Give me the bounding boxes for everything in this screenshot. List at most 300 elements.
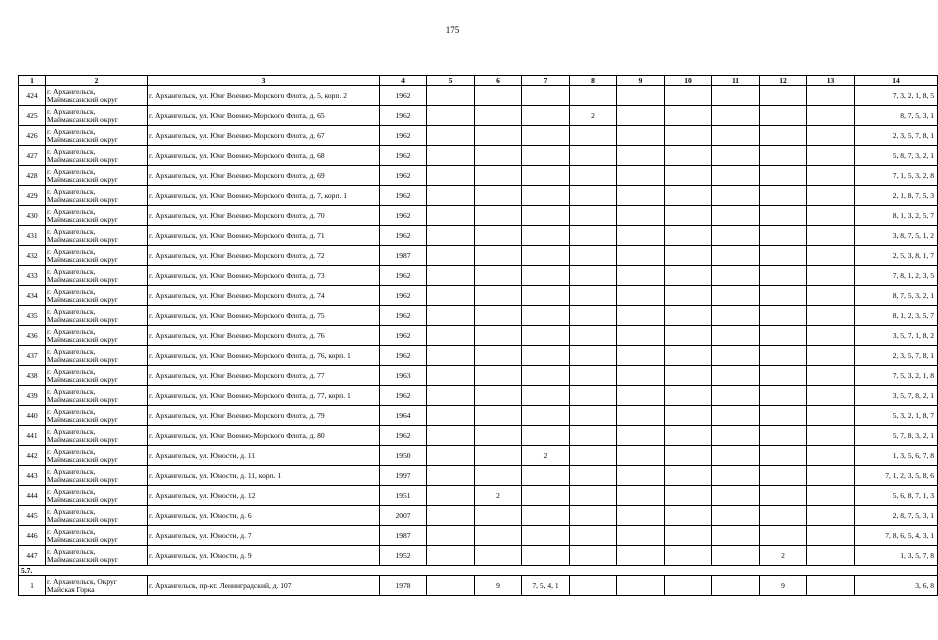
table-cell: 443 <box>19 466 46 486</box>
table-cell: г. Архангельск, ул. Юнг Военно-Морского Флота, д. 65 <box>148 106 380 126</box>
table-cell: 434 <box>19 286 46 306</box>
table-cell <box>665 326 712 346</box>
table-row <box>19 546 938 566</box>
header-row <box>19 76 938 86</box>
table-cell <box>712 146 760 166</box>
table-cell <box>760 126 807 146</box>
table-cell: 7, 1, 2, 3, 5, 8, 6 <box>855 466 938 486</box>
table-cell: 1 <box>19 576 46 596</box>
table-cell <box>617 576 665 596</box>
table-cell <box>665 86 712 106</box>
table-cell: г. Архангельск, Маймаксанский округ <box>46 486 148 506</box>
table-cell: 424 <box>19 86 46 106</box>
column-header: 5 <box>427 76 475 86</box>
table-cell <box>475 306 522 326</box>
section-heading: 5.7. <box>19 566 938 576</box>
table-cell: 9 <box>760 576 807 596</box>
table-cell: 5, 7, 8, 3, 2, 1 <box>855 426 938 446</box>
table-cell: г. Архангельск, Маймаксанский округ <box>46 466 148 486</box>
table-cell: г. Архангельск, Маймаксанский округ <box>46 326 148 346</box>
table-cell: 3, 5, 7, 8, 2, 1 <box>855 386 938 406</box>
table-cell <box>665 446 712 466</box>
table-row <box>19 486 938 506</box>
table-cell: 7, 5, 4, 1 <box>522 576 570 596</box>
table-cell: 1987 <box>380 526 427 546</box>
table-cell <box>760 166 807 186</box>
table-cell <box>760 106 807 126</box>
table-cell: 3, 5, 7, 1, 8, 2 <box>855 326 938 346</box>
table-cell <box>475 406 522 426</box>
table-cell <box>712 246 760 266</box>
table-cell <box>760 206 807 226</box>
table-cell <box>617 486 665 506</box>
table-cell <box>427 146 475 166</box>
column-header: 9 <box>617 76 665 86</box>
table-cell: г. Архангельск, Маймаксанский округ <box>46 226 148 246</box>
table-body <box>19 76 938 596</box>
table-cell: 427 <box>19 146 46 166</box>
column-header: 4 <box>380 76 427 86</box>
table-cell <box>427 166 475 186</box>
table-cell: 438 <box>19 366 46 386</box>
table-cell <box>665 366 712 386</box>
table-cell <box>807 576 855 596</box>
table-cell <box>760 246 807 266</box>
table-cell <box>570 386 617 406</box>
table-cell: 1962 <box>380 306 427 326</box>
table-cell: 7, 3, 2, 1, 8, 5 <box>855 86 938 106</box>
table-cell <box>665 126 712 146</box>
table-cell <box>712 546 760 566</box>
table-cell <box>427 446 475 466</box>
table-cell: г. Архангельск, Округ Майская Горка <box>46 576 148 596</box>
table-cell: 1962 <box>380 186 427 206</box>
table-cell <box>665 246 712 266</box>
table-cell <box>760 446 807 466</box>
table-cell <box>570 246 617 266</box>
table-cell <box>617 426 665 446</box>
table-row <box>19 326 938 346</box>
table-cell <box>570 546 617 566</box>
table-cell <box>665 286 712 306</box>
table-cell <box>665 486 712 506</box>
table-cell <box>617 246 665 266</box>
table-cell <box>807 246 855 266</box>
table-cell <box>807 366 855 386</box>
table-cell <box>807 426 855 446</box>
table-cell <box>522 186 570 206</box>
table-cell <box>475 146 522 166</box>
table-cell <box>475 326 522 346</box>
table-cell: г. Архангельск, ул. Юнг Военно-Морского Флота, д. 76 <box>148 326 380 346</box>
table-row <box>19 446 938 466</box>
table-cell <box>712 366 760 386</box>
table-cell <box>665 106 712 126</box>
table-cell <box>570 306 617 326</box>
column-header: 7 <box>522 76 570 86</box>
table-cell <box>475 526 522 546</box>
table-row <box>19 86 938 106</box>
table-cell <box>522 466 570 486</box>
table-cell <box>427 346 475 366</box>
table-cell: г. Архангельск, Маймаксанский округ <box>46 266 148 286</box>
table-row <box>19 226 938 246</box>
table-cell <box>427 366 475 386</box>
table-cell: г. Архангельск, Маймаксанский округ <box>46 386 148 406</box>
table-cell <box>712 266 760 286</box>
table-cell <box>617 146 665 166</box>
table-cell: 7, 1, 5, 3, 2, 8 <box>855 166 938 186</box>
table-cell <box>427 226 475 246</box>
table-cell: г. Архангельск, Маймаксанский округ <box>46 286 148 306</box>
table-cell <box>807 126 855 146</box>
table-cell: 440 <box>19 406 46 426</box>
table-cell <box>807 146 855 166</box>
table-cell <box>665 266 712 286</box>
table-cell <box>570 486 617 506</box>
table-cell <box>427 86 475 106</box>
table-cell <box>665 506 712 526</box>
table-cell <box>570 226 617 246</box>
table-cell: г. Архангельск, ул. Юнг Военно-Морского Флота, д. 79 <box>148 406 380 426</box>
table-cell: 1962 <box>380 266 427 286</box>
table-cell <box>522 326 570 346</box>
table-cell <box>475 286 522 306</box>
table-cell <box>570 526 617 546</box>
table-cell <box>665 306 712 326</box>
table-cell: г. Архангельск, Маймаксанский округ <box>46 366 148 386</box>
table-cell <box>617 406 665 426</box>
table-cell <box>522 86 570 106</box>
table-cell <box>712 406 760 426</box>
table-cell: 8, 1, 2, 3, 5, 7 <box>855 306 938 326</box>
table-cell <box>807 106 855 126</box>
table-cell <box>760 466 807 486</box>
table-cell <box>427 106 475 126</box>
table-cell <box>475 266 522 286</box>
table-cell: г. Архангельск, ул. Юности, д. 7 <box>148 526 380 546</box>
table-cell <box>807 86 855 106</box>
table-cell <box>427 386 475 406</box>
table-cell: 2 <box>570 106 617 126</box>
table-cell: 432 <box>19 246 46 266</box>
table-cell: 3, 8, 7, 5, 1, 2 <box>855 226 938 246</box>
table-cell: г. Архангельск, ул. Юности, д. 11 <box>148 446 380 466</box>
table-cell <box>712 466 760 486</box>
table-cell <box>712 286 760 306</box>
table-cell <box>427 486 475 506</box>
table-cell <box>665 426 712 446</box>
table-cell: 447 <box>19 546 46 566</box>
table-cell <box>712 506 760 526</box>
table-cell <box>665 146 712 166</box>
table-cell <box>807 486 855 506</box>
table-cell: 429 <box>19 186 46 206</box>
table-cell <box>522 166 570 186</box>
table-row <box>19 366 938 386</box>
table-cell: г. Архангельск, ул. Юнг Военно-Морского Флота, д. 5, корп. 2 <box>148 86 380 106</box>
table-cell: 3, 6, 8 <box>855 576 938 596</box>
table-cell <box>570 266 617 286</box>
table-cell <box>760 486 807 506</box>
table-cell <box>427 186 475 206</box>
table-cell <box>712 346 760 366</box>
table-cell <box>665 206 712 226</box>
table-cell <box>760 266 807 286</box>
table-cell <box>475 206 522 226</box>
table-cell <box>760 226 807 246</box>
table-cell <box>570 426 617 446</box>
table-cell: 1987 <box>380 246 427 266</box>
table-cell <box>570 166 617 186</box>
table-cell <box>522 406 570 426</box>
table-row <box>19 166 938 186</box>
table-row <box>19 246 938 266</box>
table-cell: 1978 <box>380 576 427 596</box>
table-cell <box>712 526 760 546</box>
table-cell: 5, 6, 8, 7, 1, 3 <box>855 486 938 506</box>
table-cell: 1962 <box>380 86 427 106</box>
table-cell <box>522 206 570 226</box>
table-cell: 1962 <box>380 226 427 246</box>
table-cell: г. Архангельск, ул. Юности, д. 6 <box>148 506 380 526</box>
table-cell: г. Архангельск, Маймаксанский округ <box>46 126 148 146</box>
data-table <box>18 75 938 596</box>
table-cell <box>760 326 807 346</box>
table-cell <box>712 86 760 106</box>
table-cell <box>522 526 570 546</box>
table-cell <box>475 246 522 266</box>
table-cell <box>760 426 807 446</box>
table-cell: 2 <box>475 486 522 506</box>
table-cell: 1997 <box>380 466 427 486</box>
table-cell <box>570 366 617 386</box>
table-cell: 436 <box>19 326 46 346</box>
table-cell: 2007 <box>380 506 427 526</box>
table-cell <box>475 546 522 566</box>
table-cell: 426 <box>19 126 46 146</box>
table-cell <box>522 426 570 446</box>
table-cell <box>760 146 807 166</box>
table-cell <box>665 226 712 246</box>
table-cell <box>760 386 807 406</box>
table-cell: 9 <box>475 576 522 596</box>
table-cell: 430 <box>19 206 46 226</box>
table-cell <box>475 426 522 446</box>
table-cell <box>475 186 522 206</box>
table-cell <box>522 266 570 286</box>
table-cell <box>475 226 522 246</box>
table-row <box>19 526 938 546</box>
table-cell <box>570 326 617 346</box>
table-cell: 1962 <box>380 206 427 226</box>
table-cell <box>807 186 855 206</box>
table-cell <box>712 326 760 346</box>
table-cell <box>807 306 855 326</box>
table-cell: 1962 <box>380 126 427 146</box>
table-cell <box>760 306 807 326</box>
table-cell: 445 <box>19 506 46 526</box>
table-cell <box>427 306 475 326</box>
table-cell <box>617 466 665 486</box>
table-cell: г. Архангельск, ул. Юнг Военно-Морского Флота, д. 72 <box>148 246 380 266</box>
table-cell <box>712 386 760 406</box>
table-cell: 2, 8, 7, 5, 3, 1 <box>855 506 938 526</box>
table-cell <box>427 246 475 266</box>
table-cell <box>427 206 475 226</box>
table-cell <box>427 426 475 446</box>
table-cell <box>617 506 665 526</box>
table-cell <box>570 146 617 166</box>
table-cell: 2, 3, 5, 7, 8, 1 <box>855 126 938 146</box>
table-cell <box>475 86 522 106</box>
table-cell <box>617 206 665 226</box>
table-cell <box>475 366 522 386</box>
table-cell <box>617 226 665 246</box>
table-cell: 1963 <box>380 366 427 386</box>
table-cell <box>617 326 665 346</box>
table-cell: 425 <box>19 106 46 126</box>
table-cell <box>522 146 570 166</box>
table-cell: 1, 3, 5, 6, 7, 8 <box>855 446 938 466</box>
table-cell <box>427 406 475 426</box>
table-cell: г. Архангельск, ул. Юнг Военно-Морского Флота, д. 7, корп. 1 <box>148 186 380 206</box>
table-cell <box>475 166 522 186</box>
table-cell <box>665 576 712 596</box>
column-header: 13 <box>807 76 855 86</box>
table-cell <box>807 226 855 246</box>
table-cell: г. Архангельск, ул. Юнг Военно-Морского Флота, д. 68 <box>148 146 380 166</box>
table-cell <box>570 506 617 526</box>
column-header: 10 <box>665 76 712 86</box>
table-cell <box>807 386 855 406</box>
table-cell <box>712 486 760 506</box>
table-cell: 2, 3, 5, 7, 8, 1 <box>855 346 938 366</box>
table-cell <box>475 106 522 126</box>
table-cell <box>522 246 570 266</box>
table-cell: г. Архангельск, Маймаксанский округ <box>46 306 148 326</box>
table-cell <box>712 126 760 146</box>
table-row <box>19 346 938 366</box>
table-cell <box>807 526 855 546</box>
table-cell: г. Архангельск, Маймаксанский округ <box>46 86 148 106</box>
table-cell: г. Архангельск, Маймаксанский округ <box>46 406 148 426</box>
table-row <box>19 286 938 306</box>
table-cell <box>807 266 855 286</box>
table-cell <box>522 126 570 146</box>
table-cell: 437 <box>19 346 46 366</box>
table-cell <box>760 86 807 106</box>
table-row <box>19 206 938 226</box>
table-cell: г. Архангельск, Маймаксанский округ <box>46 526 148 546</box>
table-row <box>19 506 938 526</box>
table-cell <box>475 506 522 526</box>
table-cell: г. Архангельск, Маймаксанский округ <box>46 546 148 566</box>
table-row <box>19 576 938 596</box>
table-cell: 1962 <box>380 106 427 126</box>
table-cell <box>617 526 665 546</box>
table-cell <box>570 466 617 486</box>
table-cell <box>617 266 665 286</box>
table-cell: г. Архангельск, ул. Юнг Военно-Морского Флота, д. 75 <box>148 306 380 326</box>
table-cell: г. Архангельск, ул. Юнг Военно-Морского Флота, д. 74 <box>148 286 380 306</box>
column-header: 3 <box>148 76 380 86</box>
table-cell: 1962 <box>380 386 427 406</box>
table-cell <box>617 286 665 306</box>
column-header: 14 <box>855 76 938 86</box>
table-cell <box>665 186 712 206</box>
table-cell: г. Архангельск, ул. Юнг Военно-Морского Флота, д. 71 <box>148 226 380 246</box>
table-cell: 8, 7, 5, 3, 2, 1 <box>855 286 938 306</box>
table-cell: 1962 <box>380 426 427 446</box>
column-header: 1 <box>19 76 46 86</box>
table-cell: г. Архангельск, ул. Юности, д. 11, корп. 1 <box>148 466 380 486</box>
table-cell <box>522 226 570 246</box>
table-cell <box>617 386 665 406</box>
table-cell: 1962 <box>380 286 427 306</box>
table-cell <box>522 386 570 406</box>
table-cell <box>665 406 712 426</box>
table-cell: г. Архангельск, Маймаксанский округ <box>46 246 148 266</box>
table-cell: 1962 <box>380 146 427 166</box>
table-cell <box>807 406 855 426</box>
table-cell <box>760 506 807 526</box>
table-cell: 1, 3, 5, 7, 8 <box>855 546 938 566</box>
table-cell <box>617 446 665 466</box>
table-cell <box>475 386 522 406</box>
page-number: 175 <box>445 25 460 35</box>
table-cell: г. Архангельск, Маймаксанский округ <box>46 186 148 206</box>
column-header: 12 <box>760 76 807 86</box>
table-cell <box>665 166 712 186</box>
table-cell: г. Архангельск, ул. Юнг Военно-Морского Флота, д. 70 <box>148 206 380 226</box>
table-cell <box>617 546 665 566</box>
column-header: 11 <box>712 76 760 86</box>
table-cell <box>712 226 760 246</box>
table-cell <box>617 346 665 366</box>
column-header: 6 <box>475 76 522 86</box>
table-cell <box>427 286 475 306</box>
table-cell <box>427 526 475 546</box>
table-row <box>19 266 938 286</box>
table-cell: г. Архангельск, Маймаксанский округ <box>46 506 148 526</box>
table-cell: 2 <box>522 446 570 466</box>
table-row <box>19 106 938 126</box>
table-cell: 428 <box>19 166 46 186</box>
table-cell <box>617 166 665 186</box>
table-cell <box>522 106 570 126</box>
table-row <box>19 386 938 406</box>
table-cell <box>427 546 475 566</box>
table-cell: 442 <box>19 446 46 466</box>
table-cell: г. Архангельск, ул. Юнг Военно-Морского Флота, д. 76, корп. 1 <box>148 346 380 366</box>
table-cell: 441 <box>19 426 46 446</box>
table-row <box>19 426 938 446</box>
table-cell <box>760 286 807 306</box>
table-cell <box>475 466 522 486</box>
table-cell <box>570 406 617 426</box>
table-cell <box>570 346 617 366</box>
table-cell <box>617 126 665 146</box>
table-cell <box>427 126 475 146</box>
table-row <box>19 146 938 166</box>
table-cell <box>807 446 855 466</box>
table-cell: г. Архангельск, ул. Юнг Военно-Морского Флота, д. 73 <box>148 266 380 286</box>
table-cell: 1962 <box>380 346 427 366</box>
table-cell: 1964 <box>380 406 427 426</box>
table-cell: 446 <box>19 526 46 546</box>
table-cell <box>665 386 712 406</box>
